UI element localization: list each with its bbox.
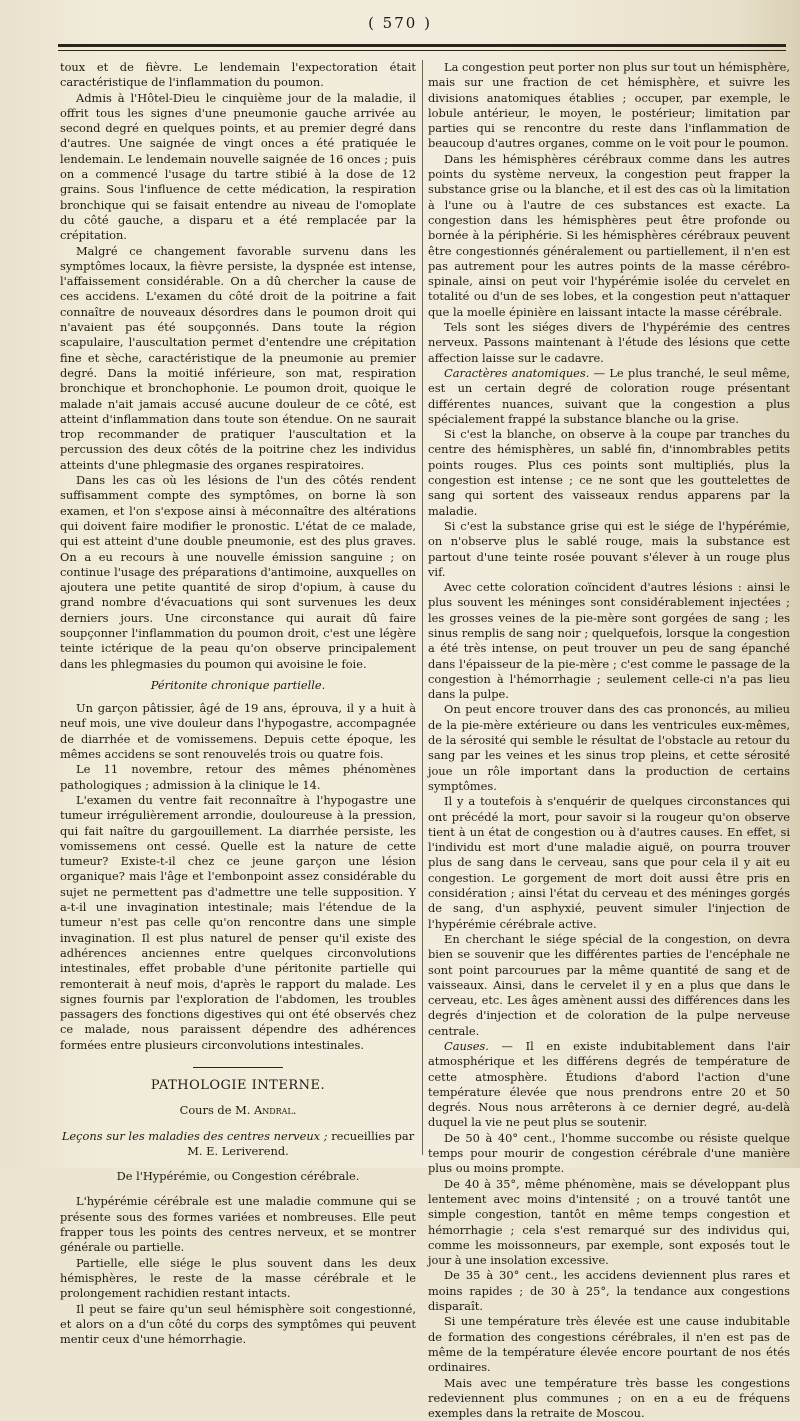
paragraph: Malgré ce changement favorable survenu dans les symptômes locaux, la fièvre persiste, la dyspnée est intense, l'affaissement considérable. On a dû chercher la cause de ces accidens. L'examen du côté droit de la poitrine a fait connaître de nouveaux désordres dans le poumon droit qui n'avaient pas été soupçonnés. Dans toute la région scapulaire, l'auscultation permet d'entendre une crépitation fine et sèche, caractéristique de la pneumonie au premier degré. Dans la moitié inférieure, son mat, respiration bronchique et bronchophonie. Le poumon droit, quoique le malade n'ait jamais accusé aucune douleur de ce côté, est atteint d'inflammation dans toute son étendue. On ne saurait trop recommander de pratiquer l'auscultation et la percussion des deux côtés de la poitrine chez les individus atteints d'une phlegmasie des organes respiratoires. xyxy=(60,243,416,472)
paragraph: On peut encore trouver dans des cas prononcés, au milieu de la pie-mère extérieure ou dans les ventricules eux-mêmes, de la sérosité qui semble le résultat de l'obstacle au retour du sang par les veines et les sinus trop pleins, et cette sérosité joue un rôle important dans la production de certains symptômes. xyxy=(428,702,790,793)
course-prefix: Cours de M. xyxy=(179,1103,251,1118)
page-number: ( 570 ) xyxy=(368,14,432,32)
paragraph: Tels sont les siéges divers de l'hypérémie des centres nerveux. Passons maintenant à l'étude des lésions que cette affection laisse sur le cadavre. xyxy=(428,320,790,365)
lessons-title: Leçons sur les maladies des centres nerveux ; xyxy=(61,1128,328,1143)
paragraph: Dans les hémisphères cérébraux comme dans les autres points du système nerveux, la congestion peut frapper la substance grise ou la blanche, et il est des cas où la limitation à l'une ou à l'autre de ces substances est exacte. La congestion dans les hémisphères peut être profonde ou bornée à la périphérie. Si les hémisphères cérébraux peuvent être congestionnés généralement ou partiellement, il n'en est pas autrement pour les autres points de la masse cérébro-spinale, ainsi on peut voir l'hypérémie isolée du cervelet en totalité ou d'un de ses lobes, et la congestion peut n'attaquer que la moelle épinière en laissant intacte la masse cérébrale. xyxy=(428,151,790,319)
paragraph: toux et de fièvre. Le lendemain l'expectoration était caractéristique de l'inflammation du poumon. xyxy=(60,60,416,90)
paragraph: La congestion peut porter non plus sur tout un hémisphère, mais sur une fraction de cet hémisphère, et suivre les divisions anatomiques établies ; occuper, par exemple, le lobule antérieur, le moyen, le postérieur; limitation par parties qui se rencontre du reste dans l'inflammation de beaucoup d'autres organes, comme on le voit pour le poumon. xyxy=(428,60,790,151)
paragraph: En cherchant le siége spécial de la congestion, on devra bien se souvenir que les différentes parties de l'encéphale ne sont point parcourues par la même quantité de sang et de vaisseaux. Ainsi, dans le cervelet il y en a plus que dans le cerveau, etc. Les âges amènent aussi des différences dans les degrés d'injection et de coloration de la pulpe nerveuse centrale. xyxy=(428,931,790,1038)
paragraph: Il peut se faire qu'un seul hémisphère soit congestionné, et alors on a d'un côté du corps des symptômes qui peuvent mentir ceux d'une hémorrhagie. xyxy=(60,1301,416,1347)
paragraph xyxy=(428,1039,790,1131)
section-title: PATHOLOGIE INTERNE. xyxy=(150,1078,326,1093)
paragraph-text: — Il en existe indubitablement dans l'air atmosphérique et les différens degrés de température de cette atmosphère. Étudions d'abord l'action d'une température élevée que nous prendrons entre 20 et 50 degrés. Nous nous arrêterons à ce dernier degré, au-delà duquel la vie ne peut plus se soutenir. xyxy=(428,1039,790,1130)
paragraph: Il y a toutefois à s'enquérir de quelques circonstances qui ont précédé la mort, pour savoir si la rougeur qu'on observe tient à un état de congestion ou à d'autres causes. En effet, si l'individu est mort d'une maladie aiguë, on pourra trouver plus de sang dans le cerveau, sans que pour cela il y ait eu congestion. Le gorgement de mort doit aussi être pris en considération ; ainsi l'état du cerveau et des méninges gorgés de sang, d'un asphyxié, peuvent simuler l'injection de l'hypérémie cérébrale active. xyxy=(428,794,790,931)
paragraph: Partielle, elle siége le plus souvent dans les deux hémisphères, le reste de la masse cérébrale et le prolongement rachidien restant intacts. xyxy=(60,1255,416,1301)
header-rule-thin xyxy=(58,50,786,51)
lessons-line xyxy=(60,1129,416,1160)
paragraph: De 50 à 40° cent., l'homme succombe ou résiste quelque temps pour mourir de congestion cérébrale d'une manière plus ou moins prompte. xyxy=(428,1130,790,1176)
paragraph: Dans les cas où les lésions de l'un des côtés rendent suffisamment compte des symptômes, on borne là son examen, et l'on s'expose ainsi à méconnaître des altérations qui doivent faire modifier le pronostic. L'état de ce malade, qui est atteint d'une double pneumonie, est des plus graves. On a eu recours à une nouvelle émission sanguine ; on continue l'usage des préparations d'antimoine, auxquelles on ajoutera une petite quantité de sirop d'opium, à cause du grand nombre d'évacuations qui sont survenues les deux derniers jours. Une circonstance qui aurait dû faire soupçonner l'inflammation du poumon droit, c'est une légère teinte ictérique de la peau qu'on observe principalement dans les phlegmasies du poumon qui avoisine le foie. xyxy=(60,473,416,671)
course-author: Andral. xyxy=(254,1103,297,1118)
paragraph: Admis à l'Hôtel-Dieu le cinquième jour de la maladie, il offrit tous les signes d'une pneumonie gauche arrivée au second degré en quelques points, et au premier degré dans d'autres. Une saignée de vingt onces a été pratiquée le lendemain. Le lendemain nouvelle saignée de 16 onces ; puis on a commencé l'usage du tartre stibié à la dose de 12 grains. Sous l'influence de cette médication, la respiration bronchique qui se faisait entendre au niveau de l'omoplate du côté gauche, a disparu et a été remplacée par la crépitation. xyxy=(60,90,416,243)
paragraph: Si c'est la substance grise qui est le siége de l'hypérémie, on n'observe plus le sablé rouge, mais la substance est partout d'une teinte rosée pouvant s'élever à un rouge plus vif. xyxy=(428,518,790,579)
topic-heading: De l'Hypérémie, ou Congestion cérébrale. xyxy=(116,1169,360,1184)
header-rule xyxy=(58,44,786,47)
paragraph-text: — Le plus tranché, le seul même, est un certain degré de coloration rouge présentant différentes nuances, suivant que la congestion a plus spécialement frappé la substance blanche ou la grise. xyxy=(428,365,790,426)
paragraph-label: Causes. xyxy=(444,1039,489,1053)
paragraph: Si une température très élevée est une cause indubitable de formation des congestions cérébrales, il n'en est pas de même de la température élevée encore pourtant de nos étés ordinaires. xyxy=(428,1314,790,1375)
paragraph: Si c'est la blanche, on observe à la coupe par tranches du centre des hémisphères, un sablé fin, d'innombrables petits points rouges. Plus ces points sont multipliés, plus la congestion est intense ; ce ne sont que les gouttelettes de sang qui sortent des vaisseaux rendus apparens par la maladie. xyxy=(428,427,790,518)
course-line xyxy=(60,1103,416,1118)
paragraph-label: Caractères anatomiques. xyxy=(444,365,590,380)
paragraph: Un garçon pâtissier, âgé de 19 ans, éprouva, il y a huit à neuf mois, une vive douleur dans l'hypogastre, accompagnée de diarrhée et de vomissemens. Depuis cette époque, les mêmes accidens se sont renouvelés trois ou quatre fois. xyxy=(60,701,416,762)
right-column xyxy=(428,60,790,1421)
paragraph: Mais avec une température très basse les congestions redeviennent plus communes ; on en a eu de fréquens exemples dans la retraite de Moscou. xyxy=(428,1375,790,1421)
paragraph: L'examen du ventre fait reconnaître à l'hypogastre une tumeur irrégulièrement arrondie, douloureuse à la pression, qui fait naître du gargouillement. La diarrhée persiste, les vomissemens ont cessé. Quelle est la nature de cette tumeur? Existe-t-il chez ce jeune garçon une lésion organique? mais l'âge et l'embonpoint assez considérable du sujet ne permettent pas d'admettre une telle supposition. Y a-t-il une invagination intestinale; mais l'étendue de la tumeur n'est pas celle qu'on rencontre dans une simple invagination. Il est plus naturel de penser qu'il existe des adhérences anciennes entre quelques circonvolutions intestinales, effet probable d'une péritonite partielle qui remonterait à neuf mois, d'après le rapport du malade. Les signes fournis par l'exploration de l'abdomen, les troubles passagers des fonctions digestives qui ont été observés chez ce malade, nous paraissent dépendre des adhérences formées entre plusieurs circonvolutions intestinales. xyxy=(60,792,416,1052)
section-separator xyxy=(193,1067,283,1068)
lessons-credit: recueillies par M. E. Leriverend. xyxy=(187,1128,415,1158)
left-column xyxy=(60,60,416,1347)
paragraph xyxy=(428,366,790,427)
column-divider xyxy=(422,60,423,1155)
subheading: Péritonite chronique partielle. xyxy=(150,677,326,692)
paragraph: Avec cette coloration coïncident d'autres lésions : ainsi le plus souvent les méninges sont considérablement injectées ; les grosses veines de la pie-mère sont gorgées de sang ; les sinus remplis de sang noir ; quelquefois, lorsque la congestion a été très intense, on peut trouver un peu de sang épanché dans l'épaisseur de la pie-mère ; c'est comme le passage de la congestion à l'hémorrhagie ; seulement celle-ci n'a pas lieu dans la pulpe. xyxy=(428,580,790,702)
paragraph: De 35 à 30° cent., les accidens deviennent plus rares et moins rapides ; de 30 à 25°, la tendance aux congestions disparaît. xyxy=(428,1268,790,1314)
paragraph: Le 11 novembre, retour des mêmes phénomènes pathologiques ; admission à la clinique le 14. xyxy=(60,762,416,792)
paragraph: L'hypérémie cérébrale est une maladie commune qui se présente sous des formes variées et nombreuses. Elle peut frapper tous les points des centres nerveux, et se montrer générale ou partielle. xyxy=(60,1194,416,1255)
paragraph: De 40 à 35°, même phénomène, mais se développant plus lentement avec moins d'intensité ; on a trouvé tantôt une simple congestion, tantôt en même temps congestion et hémorrhagie ; cela s'est remarqué sur des individus qui, comme les moissonneurs, par exemple, sont exposés tout le jour à une insolation excessive. xyxy=(428,1176,790,1268)
